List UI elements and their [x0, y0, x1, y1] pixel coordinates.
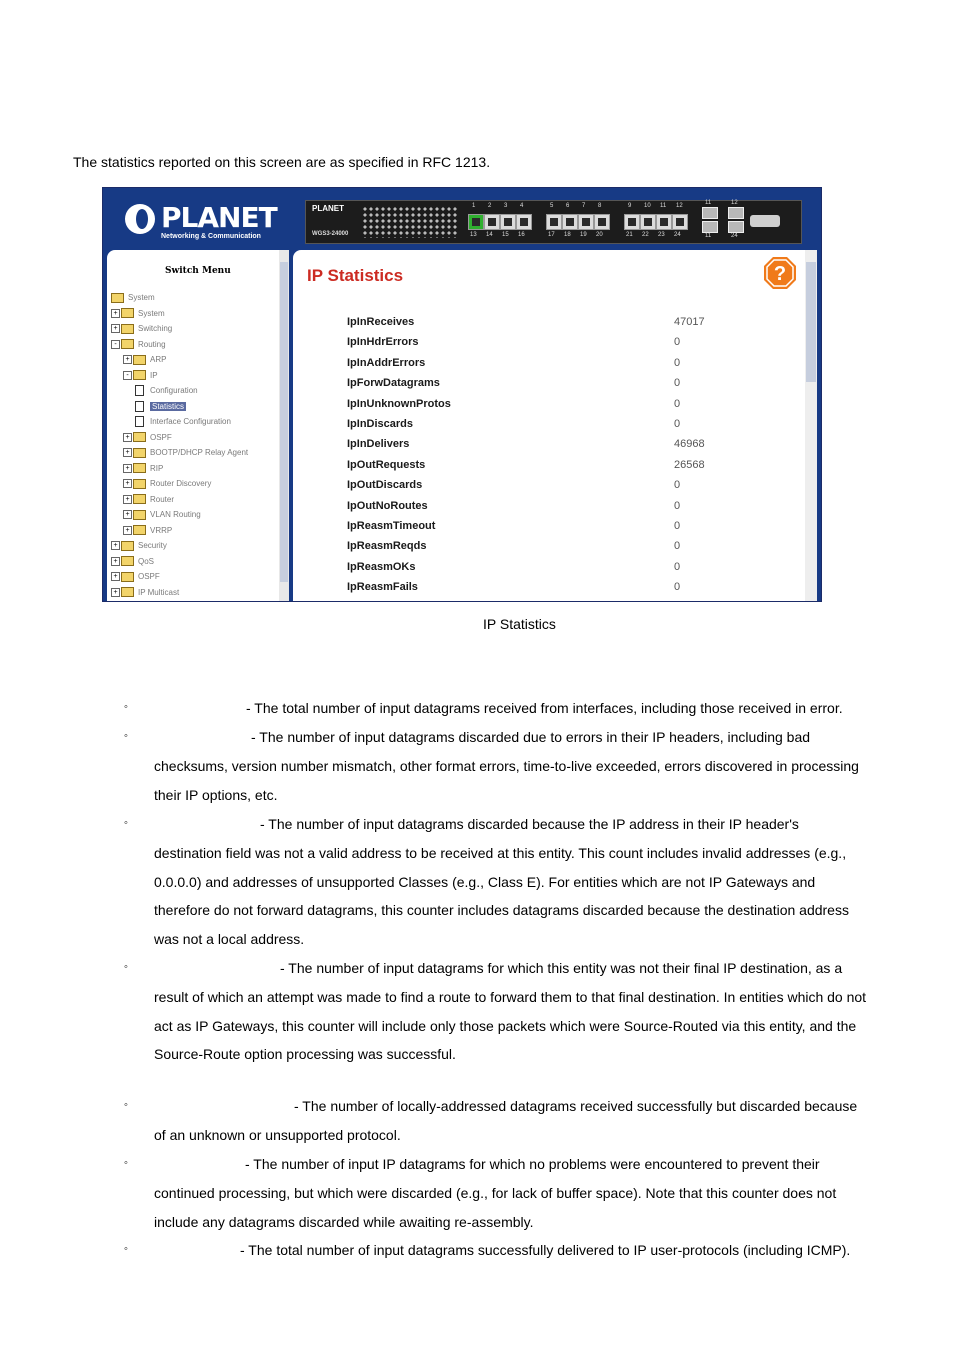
port-number-top: 6 [566, 203, 570, 209]
ethernet-port [672, 214, 688, 230]
sfp-port [728, 221, 744, 233]
stat-value: 0 [674, 581, 681, 594]
definition-line: 0.0.0.0) and addresses of unsupported Classes (e.g., Class E). For entities which are not IP Gateways and [154, 873, 816, 890]
definition-line: result of which an attempt was made to find a route to forward them to that final destination. In entities which do not [154, 988, 867, 1005]
figure-caption: IP Statistics [483, 616, 556, 632]
stat-label: IpForwDatagrams [347, 377, 440, 390]
expand-icon[interactable]: + [123, 526, 132, 535]
bullet-icon: ◦ [124, 961, 128, 973]
menu-item-label: QoS [138, 556, 155, 566]
folder-icon [121, 324, 134, 334]
folder-icon [133, 355, 146, 365]
menu-item-label: Statistics [152, 401, 185, 411]
definition-line: of an unknown or unsupported protocol. [154, 1126, 401, 1143]
menu-item[interactable] [111, 308, 165, 320]
console-port [750, 215, 780, 227]
stat-label: IpOutDiscards [347, 479, 423, 492]
expand-icon[interactable]: + [111, 557, 120, 566]
ethernet-port [624, 214, 640, 230]
banner [103, 188, 821, 250]
expand-icon[interactable]: + [123, 355, 132, 364]
sfp-number-top: 12 [731, 200, 738, 206]
folder-icon [133, 494, 146, 504]
open-folder-icon [121, 339, 134, 349]
planet-logo [125, 201, 277, 246]
content-scrollbar[interactable] [805, 250, 817, 601]
document-icon [135, 385, 144, 396]
folder-icon [133, 525, 146, 535]
menu-item[interactable] [111, 571, 160, 583]
switch-front-panel [305, 200, 802, 244]
stat-value: 26568 [674, 458, 705, 471]
expand-icon[interactable]: + [111, 324, 120, 333]
document-icon [135, 401, 144, 412]
menu-item[interactable] [111, 540, 167, 552]
folder-icon [133, 510, 146, 520]
sfp-number-top: 11 [705, 200, 712, 206]
menu-item-label: IP [150, 370, 158, 380]
folder-icon [121, 308, 134, 318]
stat-value: 46968 [674, 438, 705, 451]
stat-value: 0 [674, 418, 681, 430]
port-number-top: 9 [628, 203, 632, 209]
svg-text:?: ? [773, 263, 787, 285]
expand-icon[interactable]: + [111, 541, 120, 550]
stat-label: IpReasmReqds [347, 540, 427, 553]
port-number-top: 11 [660, 203, 667, 209]
open-folder-icon [111, 293, 124, 303]
port-number-top: 10 [644, 203, 651, 209]
expand-icon[interactable]: + [111, 309, 120, 318]
ethernet-port [546, 214, 562, 230]
menu-item-label: Switching [138, 324, 173, 333]
sfp-number-bottom: 11 [705, 233, 712, 239]
device-model: WGS3-24000 [312, 231, 349, 237]
stat-value: 0 [674, 336, 681, 349]
port-number-bottom: 13 [470, 232, 477, 238]
sfp-port [728, 207, 744, 219]
menu-item-label: OSPF [138, 572, 160, 581]
definition-line: destination field was not a valid address to be received at this entity. This count includes invalid addresses (e.g., [154, 844, 847, 861]
menu-item[interactable] [111, 292, 155, 304]
expand-icon[interactable]: + [111, 572, 120, 581]
port-number-bottom: 19 [580, 232, 587, 238]
folder-icon [121, 587, 134, 597]
definition-line: - The number of locally-addressed datagrams received successfully but discarded because [294, 1098, 858, 1114]
stat-label: IpInAddrErrors [347, 356, 426, 369]
help-icon[interactable] [763, 256, 797, 290]
stat-value: 0 [674, 479, 681, 492]
menu-item[interactable] [123, 447, 248, 459]
menu-item[interactable] [123, 354, 166, 366]
bullet-icon: ◦ [124, 817, 128, 829]
menu-item[interactable] [123, 525, 172, 537]
menu-item-label: IP Multicast [138, 587, 180, 597]
bullet-icon: ◦ [124, 1243, 128, 1255]
content-panel [293, 250, 817, 601]
logo-name: PLANET [161, 201, 277, 234]
status-led-grid [362, 206, 458, 238]
ethernet-port [578, 214, 594, 230]
port-number-top: 5 [550, 203, 554, 209]
folder-icon [121, 572, 134, 582]
folder-icon [121, 556, 134, 566]
sfp-number-bottom: 24 [731, 233, 738, 239]
intro-text: The statistics reported on this screen are as specified in RFC 1213. [73, 154, 491, 170]
menu-item-label: Security [138, 541, 167, 550]
menu-item[interactable] [123, 370, 158, 382]
port-number-bottom: 18 [564, 232, 571, 238]
sfp-port [702, 221, 718, 233]
port-number-top: 8 [598, 203, 602, 209]
stat-value: 0 [674, 356, 681, 369]
menu-item[interactable] [111, 556, 154, 568]
menu-item[interactable] [123, 494, 174, 506]
stat-value: 0 [674, 499, 681, 512]
menu-item[interactable] [123, 463, 163, 475]
definition-line: was not a local address. [154, 931, 305, 948]
stat-label: IpInDelivers [347, 438, 410, 451]
port-number-bottom: 14 [486, 232, 493, 238]
bullet-icon: ◦ [124, 1157, 128, 1169]
folder-icon [133, 432, 146, 442]
menu-item-label: BOOTP/DHCP Relay Agent [150, 448, 249, 457]
sfp-port [702, 207, 718, 219]
switch-menu [107, 250, 289, 601]
stat-value: 0 [674, 377, 681, 390]
ethernet-port [484, 214, 500, 230]
menu-item-label: RIP [150, 463, 164, 473]
ethernet-port [516, 214, 532, 230]
definition-line: checksums, version number mismatch, other format errors, time-to-live exceeded, errors discovered in processing [154, 757, 859, 774]
port-number-top: 2 [488, 203, 492, 209]
definition-line: Source-Route option processing was successful. [154, 1046, 456, 1063]
stat-label: IpInReceives [347, 316, 415, 328]
document-icon [135, 416, 144, 427]
definition-line: act as IP Gateways, this counter will include only those packets which were Source-Routed via this entity, and the [154, 1017, 857, 1034]
menu-item[interactable] [123, 432, 172, 444]
ethernet-port [500, 214, 516, 230]
folder-icon [121, 541, 134, 551]
menu-item-label: ARP [150, 355, 167, 364]
port-number-bottom: 16 [518, 232, 525, 238]
stat-value: 0 [674, 560, 681, 573]
bullet-icon: ◦ [124, 1099, 128, 1111]
folder-icon [133, 479, 146, 489]
port-number-bottom: 17 [548, 232, 555, 238]
expand-icon[interactable]: + [111, 588, 120, 597]
stat-value: 47017 [674, 316, 705, 328]
logo-tagline: Networking & Communication [161, 233, 261, 240]
menu-scroll-thumb[interactable] [280, 262, 288, 582]
menu-item-label: VRRP [150, 525, 173, 535]
stat-label: IpOutNoRoutes [347, 499, 428, 512]
port-number-bottom: 23 [658, 232, 665, 238]
port-number-bottom: 15 [502, 232, 509, 238]
stat-value: 0 [674, 397, 681, 410]
stat-label: IpReasmFails [347, 581, 418, 594]
menu-scrollbar[interactable] [279, 250, 289, 601]
definition-line: continued processing, but which were discarded (e.g., for lack of buffer space). Note that this counter does not [154, 1184, 837, 1201]
bullet-icon: ◦ [124, 730, 128, 742]
menu-item[interactable] [135, 416, 231, 428]
definition-line: - The number of input datagrams discarded because the IP address in their IP header's [260, 816, 799, 832]
collapse-icon[interactable]: - [123, 371, 132, 380]
menu-item[interactable] [111, 323, 172, 335]
ethernet-port [640, 214, 656, 230]
port-number-top: 3 [504, 203, 508, 209]
web-ui-screenshot [102, 187, 822, 602]
stat-label: IpReasmOKs [347, 560, 416, 573]
ethernet-port [562, 214, 578, 230]
stat-label: IpOutRequests [347, 458, 426, 471]
bullet-icon: ◦ [124, 701, 128, 713]
menu-item-label: System [128, 293, 155, 302]
expand-icon[interactable]: + [123, 495, 132, 504]
stat-value: 0 [674, 540, 681, 553]
menu-item[interactable] [111, 587, 179, 599]
collapse-icon[interactable]: - [111, 340, 120, 349]
folder-icon [133, 448, 146, 458]
menu-item[interactable] [111, 339, 166, 351]
stat-value: 0 [674, 520, 681, 532]
page-title: IP Statistics [307, 266, 404, 285]
menu-item-label: Configuration [150, 386, 198, 395]
expand-icon[interactable]: + [123, 479, 132, 488]
menu-item-label: Router [150, 494, 175, 504]
definition-line: - The number of input datagrams discarded due to errors in their IP headers, including bad [251, 729, 811, 745]
ethernet-port [468, 214, 484, 230]
device-brand: PLANET [312, 204, 344, 213]
definition-line: - The number of input datagrams for which this entity was not their final IP destination, as a [280, 960, 843, 976]
menu-title: Switch Menu [165, 266, 231, 276]
menu-item[interactable] [123, 509, 201, 521]
port-number-top: 4 [520, 203, 524, 209]
expand-icon[interactable]: + [123, 448, 132, 457]
port-number-top: 1 [472, 203, 476, 209]
menu-item[interactable] [123, 478, 211, 490]
definition-line: their IP options, etc. [154, 786, 278, 803]
expand-icon[interactable]: + [123, 464, 132, 473]
port-number-bottom: 22 [642, 232, 649, 238]
port-number-bottom: 20 [596, 232, 603, 238]
ethernet-port [656, 214, 672, 230]
menu-item-label: VLAN Routing [150, 510, 201, 519]
stat-label: IpInUnknownProtos [347, 397, 451, 410]
stat-label: IpInHdrErrors [347, 336, 419, 349]
planet-logo-mark [125, 204, 155, 234]
content-scroll-thumb[interactable] [806, 262, 816, 382]
menu-item-label: OSPF [150, 432, 172, 442]
definition-line: - The number of input IP datagrams for which no problems were encountered to prevent their [245, 1156, 820, 1172]
menu-item-label: Interface Configuration [150, 417, 231, 426]
stat-label: IpReasmTimeout [347, 520, 436, 532]
menu-item[interactable] [135, 401, 186, 413]
port-number-top: 7 [582, 203, 586, 209]
port-number-top: 12 [676, 203, 683, 209]
menu-item-label: Routing [138, 339, 166, 349]
definition-line: therefore do not forward datagrams, this counter includes datagrams discarded because the destination address [154, 902, 849, 919]
stat-label: IpInDiscards [347, 418, 414, 430]
port-number-bottom: 24 [674, 232, 681, 238]
port-number-bottom: 21 [626, 232, 633, 238]
definition-line: - The total number of input datagrams received from interfaces, including those received in error. [246, 700, 843, 716]
open-folder-icon [133, 370, 146, 380]
menu-item-label: Router Discovery [150, 479, 212, 488]
menu-item[interactable] [135, 385, 198, 397]
expand-icon[interactable]: + [123, 510, 132, 519]
definition-line: include any datagrams discarded while awaiting re-assembly. [154, 1213, 534, 1230]
folder-icon [133, 463, 146, 473]
expand-icon[interactable]: + [123, 433, 132, 442]
definition-line: - The total number of input datagrams successfully delivered to IP user-protocols (including ICMP). [240, 1242, 851, 1258]
ethernet-port [594, 214, 610, 230]
menu-item-label: System [138, 308, 165, 318]
